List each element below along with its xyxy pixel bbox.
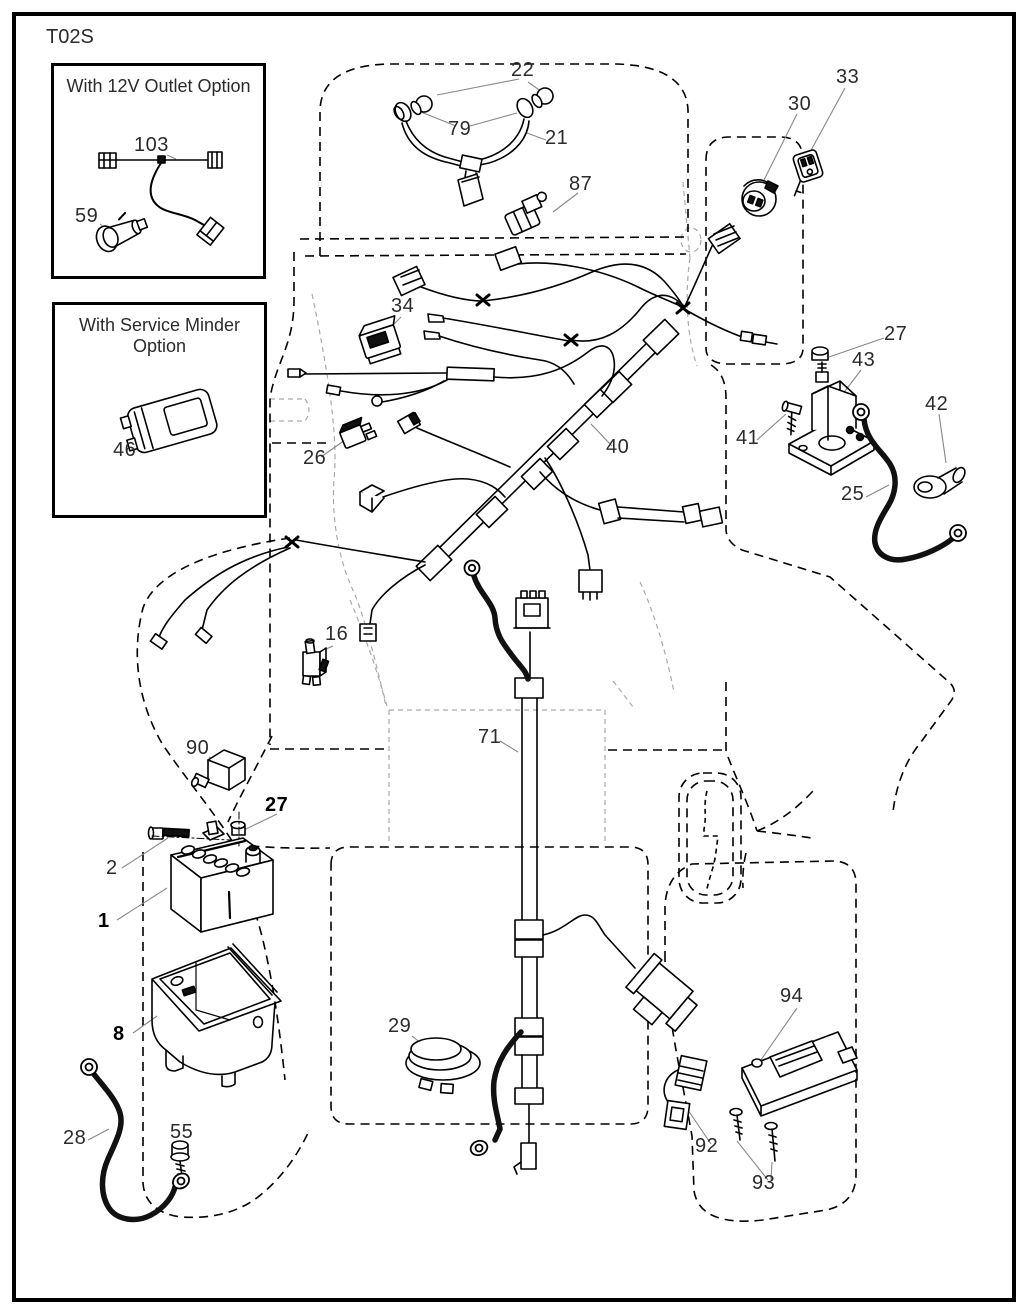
battery-box-art bbox=[152, 944, 281, 1087]
callout-16: 16 bbox=[325, 623, 349, 645]
callout-30: 30 bbox=[788, 93, 812, 115]
callout-1: 1 bbox=[98, 910, 110, 932]
callout-59: 59 bbox=[75, 205, 99, 227]
callout-43: 43 bbox=[852, 349, 876, 371]
callout-41: 41 bbox=[736, 427, 760, 449]
bolt-41-art bbox=[776, 401, 802, 436]
screw-55-art bbox=[171, 1141, 189, 1177]
ignition-connector-art bbox=[685, 224, 740, 306]
callout-27-solenoid: 27 bbox=[884, 323, 908, 345]
callout-79: 79 bbox=[448, 118, 472, 140]
callout-42: 42 bbox=[925, 393, 949, 415]
callout-21: 21 bbox=[545, 127, 569, 149]
inset-12v-outlet-title: With 12V Outlet Option bbox=[66, 76, 251, 96]
callout-22: 22 bbox=[511, 59, 535, 81]
connector-92-art bbox=[664, 1056, 707, 1130]
connector-87-art bbox=[502, 191, 556, 236]
callout-103: 103 bbox=[134, 134, 169, 156]
page-title: T02S bbox=[46, 26, 94, 48]
inset-service-minder-title: With Service Minder Option bbox=[78, 315, 241, 356]
callout-71: 71 bbox=[478, 726, 502, 748]
callout-8: 8 bbox=[113, 1023, 125, 1045]
callout-93: 93 bbox=[752, 1172, 776, 1194]
callout-46: 46 bbox=[113, 439, 137, 461]
callout-40: 40 bbox=[606, 436, 630, 458]
ignition-switch-art bbox=[742, 180, 778, 216]
callout-87: 87 bbox=[569, 173, 593, 195]
fuse-26-art bbox=[337, 415, 376, 449]
screws-93-art bbox=[730, 1109, 777, 1162]
ground-cable-28-art bbox=[93, 1073, 175, 1219]
ignition-key-art bbox=[783, 149, 827, 196]
switch-34-art bbox=[357, 316, 407, 365]
callout-25: 25 bbox=[841, 483, 865, 505]
callout-29: 29 bbox=[388, 1015, 412, 1037]
harness-connector-94-mate-art bbox=[618, 954, 705, 1039]
callout-26: 26 bbox=[303, 447, 327, 469]
headlamp-harness-art bbox=[392, 88, 553, 206]
callout-94: 94 bbox=[780, 985, 804, 1007]
terminal-boot-42-art bbox=[914, 466, 967, 498]
callout-92: 92 bbox=[695, 1135, 719, 1157]
callout-27-battery: 27 bbox=[265, 794, 289, 816]
inset-12v-outlet-option bbox=[51, 63, 266, 279]
callout-90: 90 bbox=[186, 737, 210, 759]
callout-34: 34 bbox=[391, 295, 415, 317]
cap-29-art bbox=[406, 1038, 480, 1093]
battery-art bbox=[149, 812, 274, 932]
cable-71-art bbox=[514, 591, 705, 1174]
inset-service-minder-option bbox=[52, 302, 267, 518]
callout-55: 55 bbox=[170, 1121, 194, 1143]
callout-33: 33 bbox=[836, 66, 860, 88]
callout-2: 2 bbox=[106, 857, 118, 879]
module-94-art bbox=[742, 1032, 857, 1116]
callout-28: 28 bbox=[63, 1127, 87, 1149]
